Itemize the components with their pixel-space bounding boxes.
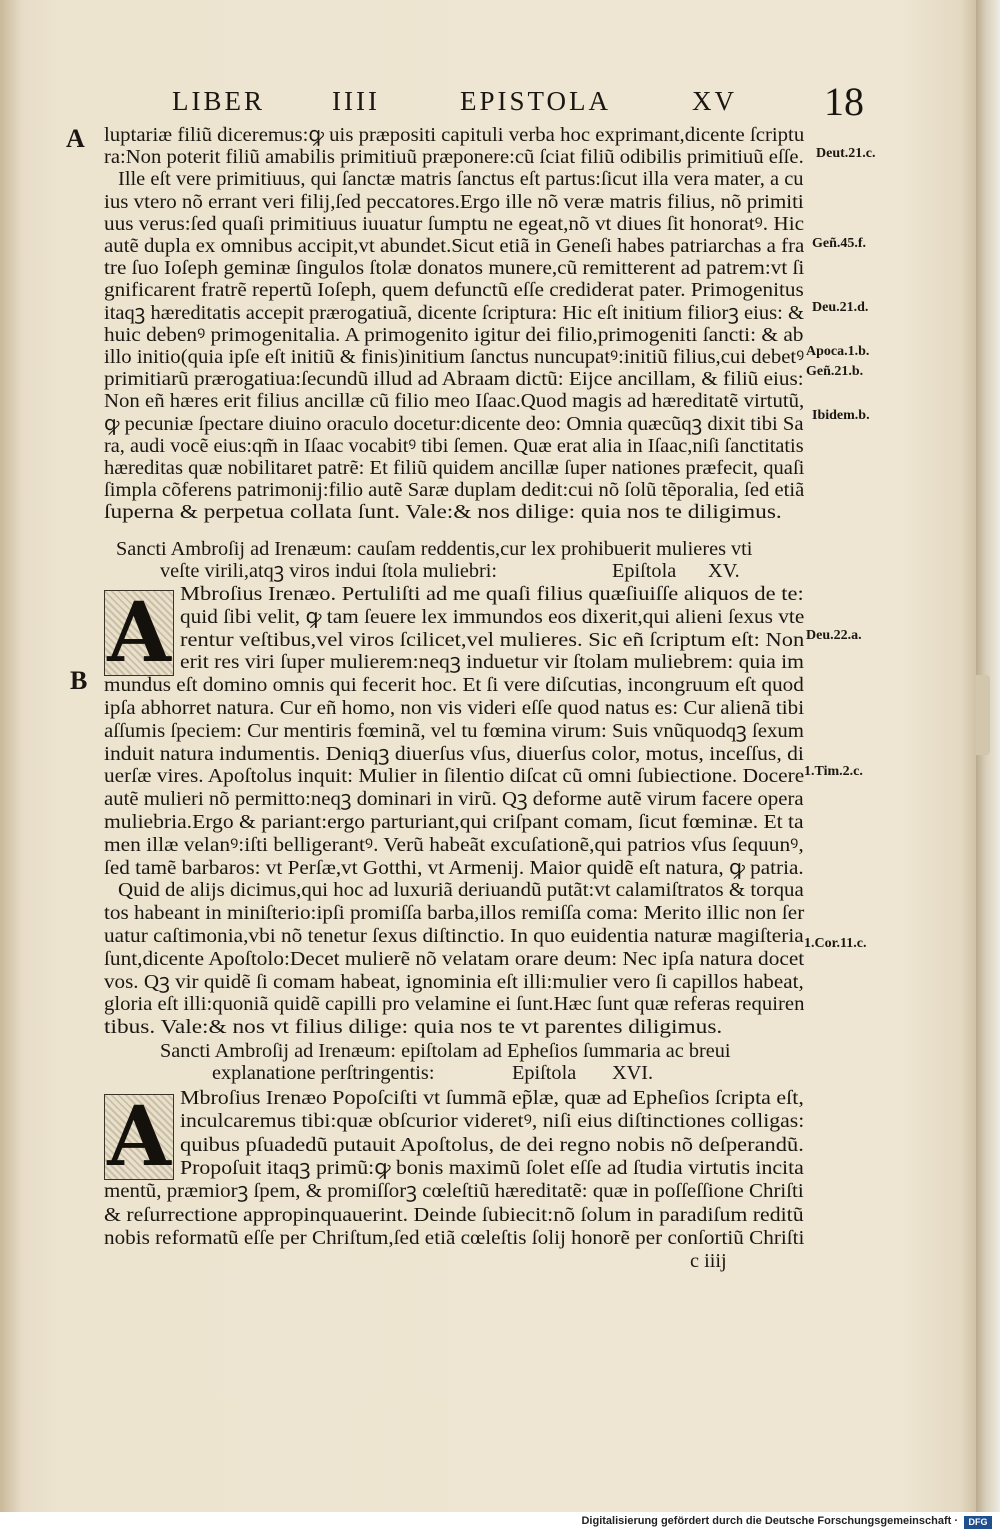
marginal-note: Geñ.21.b. — [806, 364, 864, 379]
text-line: uerſæ vires. Apoſtolus inquit: Mulier in ſilentio diſcat cũ omni ſubiectione. Docere — [104, 765, 805, 788]
text-line: mundus eſt domino omnis qui fecerit hoc. Et ſi vere diſcutias, incongruum eſt quod — [104, 674, 804, 697]
text-line: ſimpla cõferens patrimonij:filio autẽ Saræ duplam dedit:cui nõ ſolũ tẽporalia, ſed etiã — [104, 479, 805, 502]
text-line: huic debenꝰ primogenitalia. A primogenito igitur dei filio,primogeniti ſancti: & ab — [104, 323, 804, 346]
text-line: Quid de alijs dicimus,qui hoc ad luxuriã deriuandũ putãt:vt calamiſtratos & torqua — [118, 879, 804, 902]
marginal-note: Deu.21.d. — [812, 300, 869, 315]
epistle-16-heading-line: veſte virili,atqꝫ viros indui ſtola muliebri: — [160, 560, 498, 582]
signature-mark: c iiij — [690, 1250, 727, 1272]
paper-tab — [976, 675, 990, 755]
text-line: autẽ dupla ex omnibus accipit,vt abundet.Sicut etiã in Geneſi habes patriarchas a fra — [104, 235, 805, 257]
epistle-16-number: XV. — [708, 560, 740, 582]
dfg-logo: DFG — [964, 1516, 992, 1529]
decorated-initial: A — [104, 590, 174, 676]
page-edge — [976, 0, 1000, 1512]
marginal-note: Deut.21.c. — [816, 146, 876, 161]
text-line: ipſa abhorret natura. Cur eñ homo, non vis videri eſſe quod natus es: Cur alienã tibi — [104, 697, 805, 719]
text-line: vos. Qꝫ vir quidẽ ſi comam habeat, ignominia eſt illi:mulier vero ſi capillos habeat, — [104, 970, 804, 993]
text-line: uatur caſtimonia,vbi nõ tenetur ſexus diſtinctio. In quo euidentia naturæ magiſteria — [104, 925, 804, 947]
epistle-17-label: Epiſtola — [512, 1062, 577, 1084]
text-line: quid ſibi velit, ꝙ tam ſeuere lex immundos eos dixerit,qui alieni ſexus vte — [180, 605, 805, 628]
text-line: induit natura indumentis. Deniqꝫ diuerſus vſus, diuerſus color, motus, inceſſus, di — [104, 742, 804, 765]
text-line: erit res viri ſuper mulierem:neqꝫ induetur vir ſtolam muliebrem: quia im — [180, 651, 804, 674]
text-line: autẽ mulieri nõ permitto:neqꝫ dominari in virũ. Qꝫ deforme autẽ virum facere opera — [104, 788, 804, 811]
text-line: ſed tamẽ barbaros: vt Perſæ,vt Gotthi, vt Armenij. Maior quidẽ eſt natura, ꝙ patria. — [104, 856, 804, 879]
text-line: Mbroſius Irenæo. Pertuliſti ad me quaſi filius quæſiuiſſe aliquos de te: — [180, 583, 804, 605]
folio-number: 18 — [824, 79, 864, 124]
epistle-17-heading-line: Sancti Ambroſij ad Irenæum: epiſtolam ad Epheſios ſummaria ac breui — [160, 1040, 731, 1062]
text-line: gloria eſt illi:quoniã quidẽ capilli pro velamine ei ſunt.Hæc ſunt quæ referas requiren — [104, 993, 805, 1016]
text-line: nobis reformatũ eſſe per Chriſtum,ſed etiã cœleſtis ſolij honorẽ per conſortiũ Chriſti — [104, 1226, 805, 1249]
text-line: mentũ, præmiorꝫ ſpem, & promiſſorꝫ cœleſtiũ hæreditatẽ: quæ in poſſeſſione Chriſti — [104, 1180, 804, 1203]
funding-credit: Digitalisierung gefördert durch die Deutsche Forschungsgemeinschaft · — [581, 1515, 958, 1527]
text-line: illo initio(quia ipſe eſt initiũ & finis)initium ſanctus nuncupatꝰ:initiũ filius,cui debetꝰ — [104, 346, 805, 368]
text-line: ra, audi vocẽ eius:qm̃ in Iſaac vocabitꝰ tibi ſemen. Quæ erat alia in Iſaac,niſi ſanctitatis — [104, 434, 804, 457]
marginal-note: Apoca.1.b. — [806, 344, 870, 359]
digitization-footer — [0, 1512, 1000, 1534]
text-line: & reſurrectione appropinquauerint. Deinde ſubiecit:nõ ſolum in paradiſum reditũ — [104, 1203, 804, 1226]
text-line: rentur veſtibus,vel viros ſcilicet,vel mulieres. Sic eñ ſcriptum eſt: Non — [180, 628, 805, 651]
text-line: ꝙ pecuniæ ſpectare diuino oraculo docetur:dicente deo: Omnia quæcũqꝫ dixit tibi Sa — [104, 412, 804, 435]
text-line: uus verus:ſed quaſi primitiuus iuuatur ſumptu ne egeat,nõ vt diues ſit honoratꝰ. Hic — [104, 212, 805, 235]
epistle-17-heading-line: explanatione perſtringentis: — [212, 1062, 435, 1084]
text-line: quibus pſuadedũ putauit Apoſtolus, de dei regno nobis nõ deſperandũ. — [180, 1133, 804, 1156]
text-line: ſunt,dicente Apoſtolo:Decet mulierẽ nõ velatam orare deum: Nec ipſa natura docet — [104, 947, 805, 970]
marginal-note: Geñ.45.f. — [812, 236, 867, 251]
text-line: ra:Non poterit filiũ amabilis primitiuũ præponere:cũ ſciat filiũ odibilis primitiuũ eſſe. — [104, 146, 804, 169]
epistle-17-number: XVI. — [612, 1062, 654, 1084]
text-line: ius vtero nõ errant veri filij,ſed peccatores.Ergo ille nõ veræ matris filius, nõ primiti — [104, 190, 804, 213]
text-line: muliebria.Ergo & pariant:ergo parturiant,qui criſpant comam, ſicut fœminæ. Et ta — [104, 811, 804, 833]
marginal-note: Ibidem.b. — [812, 408, 870, 423]
running-title-liber: LIBER — [172, 86, 265, 116]
text-line: tre ſuo Ioſeph geminæ ſingulos ſtolæ donatos munere,cũ remitterent ad patrem:vt ſi — [104, 257, 805, 280]
text-line: tos habeant in miniſterio:ipſi promiſſa barba,illos remiſſa coma: Merito illic non ſer — [104, 902, 805, 925]
text-line: hæreditas quæ nobilitaret patrẽ: Et filiũ quidem ancillæ ſuper nationes præfecit, quaſi — [104, 457, 805, 479]
text-line: itaqꝫ hæreditatis accepit prærogatiuã, dicente ſcriptura: Hic eſt initium filiorꝫ eius: & — [104, 301, 804, 324]
marginal-note: 1.Tim.2.c. — [804, 764, 863, 779]
text-line: men illæ velanꝰ:iſti belligerantꝰ. Verũ habeãt excuſationẽ,qui patrios vſus ſequunꝰ, — [104, 833, 804, 856]
running-title-epistle-number: XV — [692, 86, 737, 116]
decorated-initial: A — [104, 1094, 174, 1180]
text-line: Non eñ hæres erit filius ancillæ cũ filio meo Iſaac.Quod magis ad hæreditatẽ virtutũ, — [104, 390, 805, 413]
text-line: ſuperna & perpetua collata ſunt. Vale:& nos dilige: quia nos te diligimus. — [104, 501, 782, 524]
text-line: Mbroſius Irenæo Popoſciſti vt ſummã ep̃læ, quæ ad Epheſios ſcripta eſt, — [180, 1087, 804, 1109]
text-line: inculcaremus tibi:quæ obſcurior videretꝰ, niſi eius diſtinctiones colligas: — [180, 1110, 805, 1133]
text-line: primitiarũ prærogatiua:ſecundũ illud ad Abraam dictũ: Eijce ancillam, & filiũ eius: — [104, 368, 804, 391]
running-title-book-number: IIII — [332, 86, 380, 116]
marginal-note: Deu.22.a. — [806, 628, 862, 643]
text-line: gnificarent fratrẽ repertũ Ioſeph, quem defunctũ eſſe crediderat pater. Primogenitus — [104, 279, 804, 302]
epistle-16-label: Epiſtola — [612, 560, 677, 582]
text-line: Propoſuit itaqꝫ primũ:ꝙ bonis maximũ ſolet eſſe ad ſtudia virtutis incita — [180, 1156, 804, 1179]
section-marker-a: A — [66, 124, 85, 153]
text-line: aſſumis ſpeciem: Cur mentiris fœminã, vel tu fœmina virum: Suis vnũquodqꝫ ſexum — [104, 719, 804, 742]
section-marker-b: B — [70, 666, 88, 695]
text-line: luptariæ filiũ diceremus:ꝙ uis præpositi capituli verba hoc exprimant,dicente ſcriptu — [104, 124, 805, 146]
text-line: Ille eſt vere primitiuus, qui ſanctæ matris ſanctus eſt partus:ſicut illa vera mater, a cu — [118, 168, 804, 191]
marginal-note: 1.Cor.11.c. — [804, 936, 867, 951]
epistle-16-heading-line: Sancti Ambroſij ad Irenæum: cauſam reddentis,cur lex prohibuerit mulieres vti — [116, 538, 753, 560]
running-title-epistola: EPISTOLA — [460, 86, 612, 116]
text-line: tibus. Vale:& nos vt filius dilige: quia nos te vt parentes diligimus. — [104, 1016, 723, 1039]
